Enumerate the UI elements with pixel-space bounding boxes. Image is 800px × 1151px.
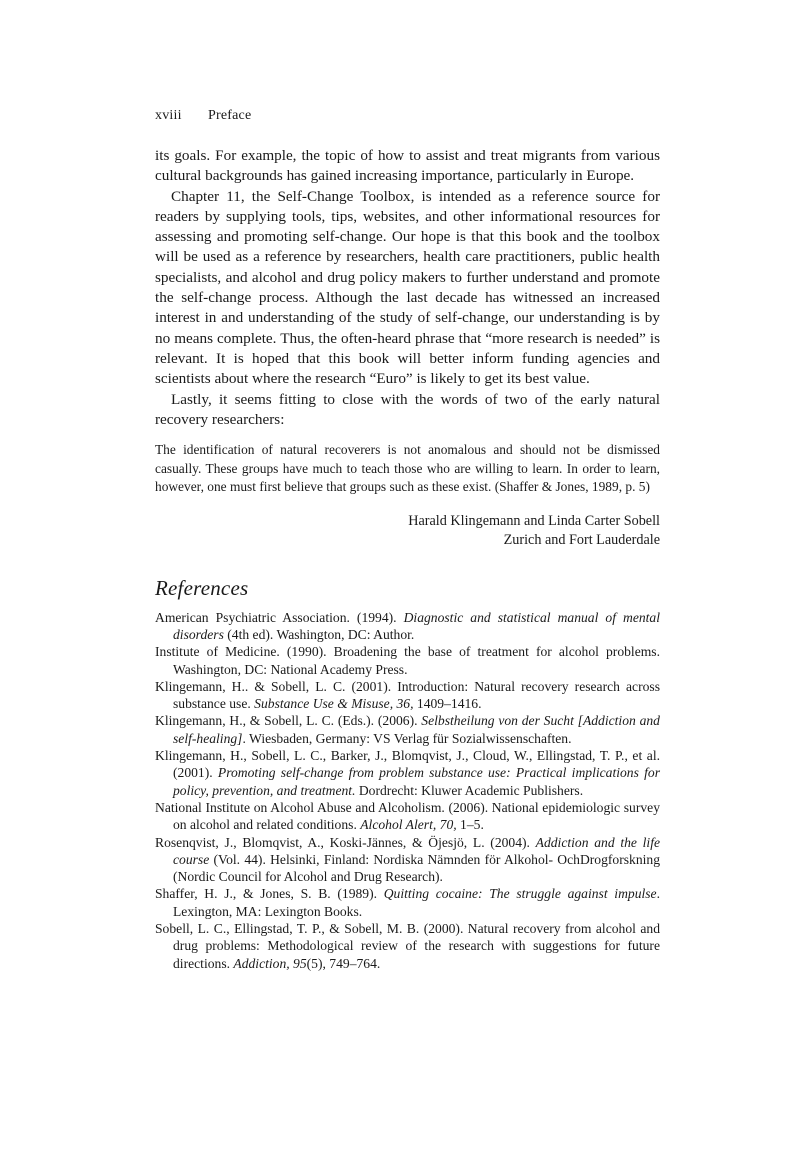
- reference-item: Shaffer, H. J., & Jones, S. B. (1989). Quitting cocaine: The struggle against impulse. Lexington, MA: Lexington Books.: [155, 886, 660, 919]
- signature-places: Zurich and Fort Lauderdale: [503, 531, 660, 548]
- page-number: xviii: [155, 108, 182, 123]
- block-quote: The identification of natural recoverers is not anomalous and should not be dismissed casually. These groups have much to teach those who are willing to learn. In order to learn, however, one must first believe that groups such as these exist. (Shaffer & Jones, 1989, p. 5): [155, 442, 660, 495]
- signature: [155, 512, 660, 550]
- reference-item: Rosenqvist, J., Blomqvist, A., Koski-Jännes, & Öjesjö, L. (2004). Addiction and the life course (Vol. 44). Helsinki, Finland: Nordiska Nämnden för Alkohol- OchDrogforskning (Nordic Council for Alcohol and Drug Research).: [155, 834, 660, 885]
- reference-item: Sobell, L. C., Ellingstad, T. P., & Sobell, M. B. (2000). Natural recovery from alcohol and drug problems: Methodological review of the research with suggestions for future directions. Addiction, 95(5), 749–764.: [155, 921, 660, 971]
- reference-item: Klingemann, H., & Sobell, L. C. (Eds.). (2006). Selbstheilung von der Sucht [Addiction and self-healing]. Wiesbaden, Germany: VS Verlag für Sozialwissenschaften.: [155, 713, 660, 746]
- running-head: [155, 108, 660, 128]
- book-page: [155, 108, 660, 972]
- chapter-title: Preface: [208, 108, 252, 123]
- paragraph: Chapter 11, the Self-Change Toolbox, is intended as a reference source for readers by supplying tools, tips, websites, and other informational resources for assessing and promoting self-change. Our hope is that this book and the toolbox will be used as a reference by researchers, health care practitioners, public health specialists, and alcohol and drug policy makers to further understand and promote the self-change process. Although the last decade has witnessed an increased interest in and understanding of the study of self-change, our understanding is by no means complete. Thus, the often-heard phrase that “more research is needed” is relevant. It is hoped that this book will better inform funding agencies and scientists about where the research “Euro” is likely to get its best value.: [155, 187, 660, 388]
- references-heading: References: [155, 575, 249, 600]
- reference-item: National Institute on Alcohol Abuse and Alcoholism. (2006). National epidemiologic survey on alcohol and related conditions. Alcohol Alert, 70, 1–5.: [155, 799, 660, 833]
- reference-item: American Psychiatric Association. (1994). Diagnostic and statistical manual of mental disorders (4th ed). Washington, DC: Author.: [155, 609, 661, 642]
- reference-list: [155, 609, 660, 972]
- reference-item: Institute of Medicine. (1990). Broadening the base of treatment for alcohol problems. Washington, DC: National Academy Press.: [155, 644, 660, 677]
- paragraph: Lastly, it seems fitting to close with the words of two of the early natural recovery researchers:: [155, 390, 660, 428]
- signature-names: Harald Klingemann and Linda Carter Sobell: [408, 512, 660, 529]
- paragraph: its goals. For example, the topic of how to assist and treat migrants from various cultural backgrounds has gained increasing importance, particularly in Europe.: [155, 147, 660, 185]
- reference-item: Klingemann, H.. & Sobell, L. C. (2001). Introduction: Natural recovery research across substance use. Substance Use & Misuse, 36, 1409–1416.: [155, 678, 660, 712]
- reference-item: Klingemann, H., Sobell, L. C., Barker, J., Blomqvist, J., Cloud, W., Ellingstad, T. P., et al. (2001). Promoting self-change from problem substance use: Practical implications for policy, prevention, and treatment. Dordrecht: Kluwer Academic Publishers.: [155, 748, 660, 798]
